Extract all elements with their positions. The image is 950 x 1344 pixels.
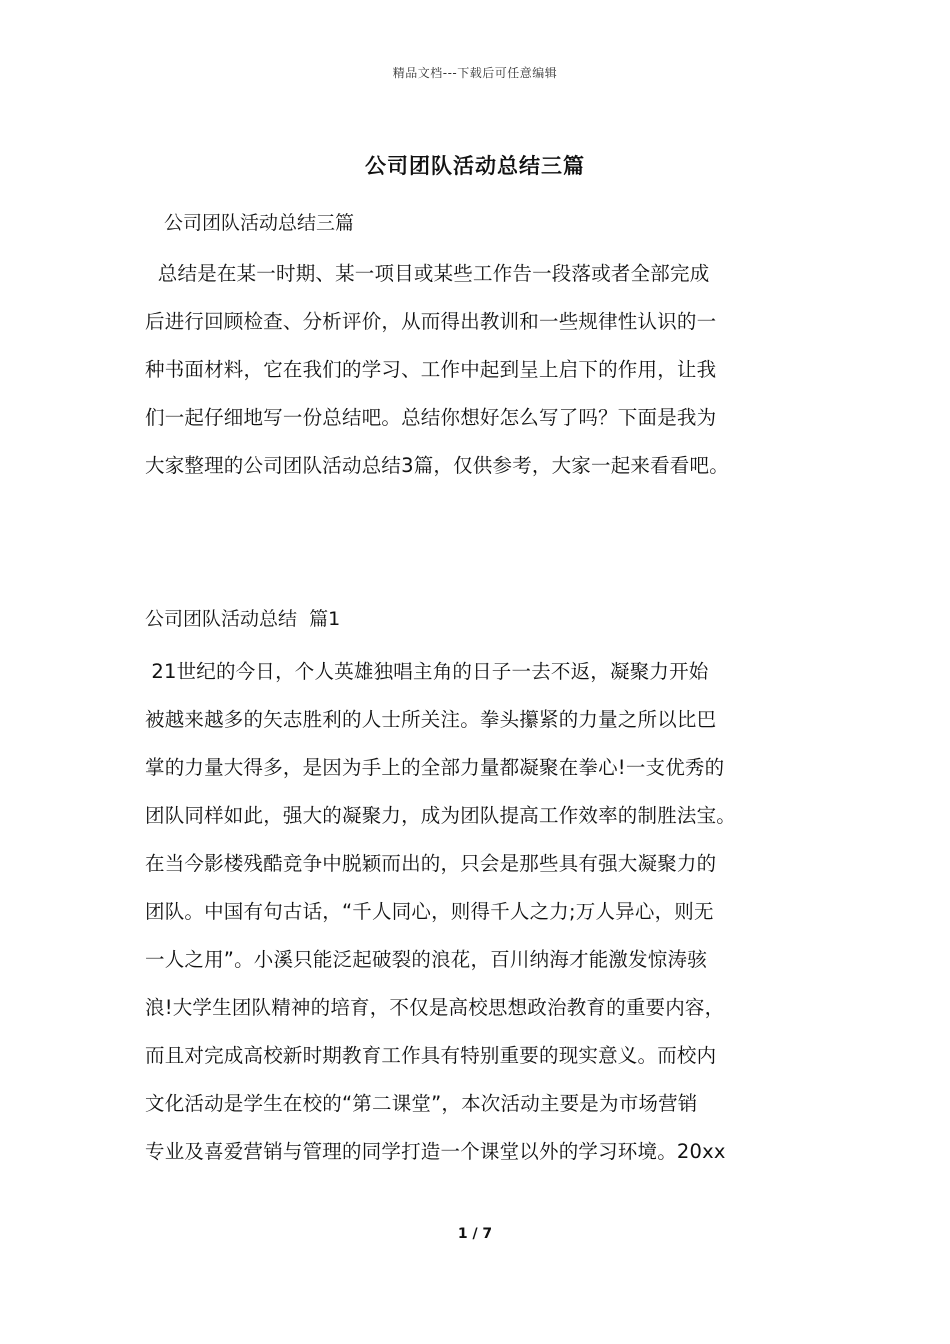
body-line: 团队。中国有句古话，“千人同心，则得千人之力;万人异心，则无	[145, 900, 714, 923]
header-note: 精品文档---下载后可任意编辑	[392, 66, 558, 80]
intro-paragraph	[145, 250, 825, 490]
body-line: 专业及喜爱营销与管理的同学打造一个课堂以外的学习环境。20xx	[145, 1140, 726, 1163]
body-line: 21世纪的今日，个人英雄独唱主角的日子一去不返，凝聚力开始	[145, 660, 709, 683]
body-line: 一人之用”。小溪只能泛起破裂的浪花，百川纳海才能激发惊涛骇	[145, 948, 707, 971]
intro-line: 总结是在某一时期、某一项目或某些工作告一段落或者全部完成	[145, 262, 710, 285]
document-title: 公司团队活动总结三篇	[365, 154, 585, 178]
body-line: 而且对完成高校新时期教育工作具有特别重要的现实意义。而校内	[145, 1044, 717, 1067]
page-indicator: 1 / 7	[457, 1226, 493, 1242]
intro-line: 后进行回顾检查、分析评价，从而得出教训和一些规律性认识的一	[145, 310, 717, 333]
intro-line: 们一起仔细地写一份总结吧。总结你想好怎么写了吗？下面是我为	[145, 406, 717, 429]
intro-line: 大家整理的公司团队活动总结3篇，仅供参考，大家一起来看看吧。	[145, 454, 729, 477]
section-heading: 公司团队活动总结 篇1	[145, 608, 341, 630]
body-line: 文化活动是学生在校的“第二课堂”，本次活动主要是为市场营销	[145, 1092, 698, 1115]
body-line: 在当今影楼残酷竞争中脱颖而出的，只会是那些具有强大凝聚力的	[145, 852, 717, 875]
body-line: 浪!大学生团队精神的培育，不仅是高校思想政治教育的重要内容，	[145, 996, 725, 1019]
body-line: 掌的力量大得多，是因为手上的全部力量都凝聚在拳心!一支优秀的	[145, 756, 725, 779]
section-body-paragraph	[145, 648, 825, 1176]
body-line: 被越来越多的矢志胜利的人士所关注。拳头攥紧的力量之所以比巴	[145, 708, 717, 731]
document-subtitle: 公司团队活动总结三篇	[164, 212, 355, 234]
intro-line: 种书面材料，它在我们的学习、工作中起到呈上启下的作用，让我	[145, 358, 717, 381]
body-line: 团队同样如此，强大的凝聚力，成为团队提高工作效率的制胜法宝。	[145, 804, 737, 827]
